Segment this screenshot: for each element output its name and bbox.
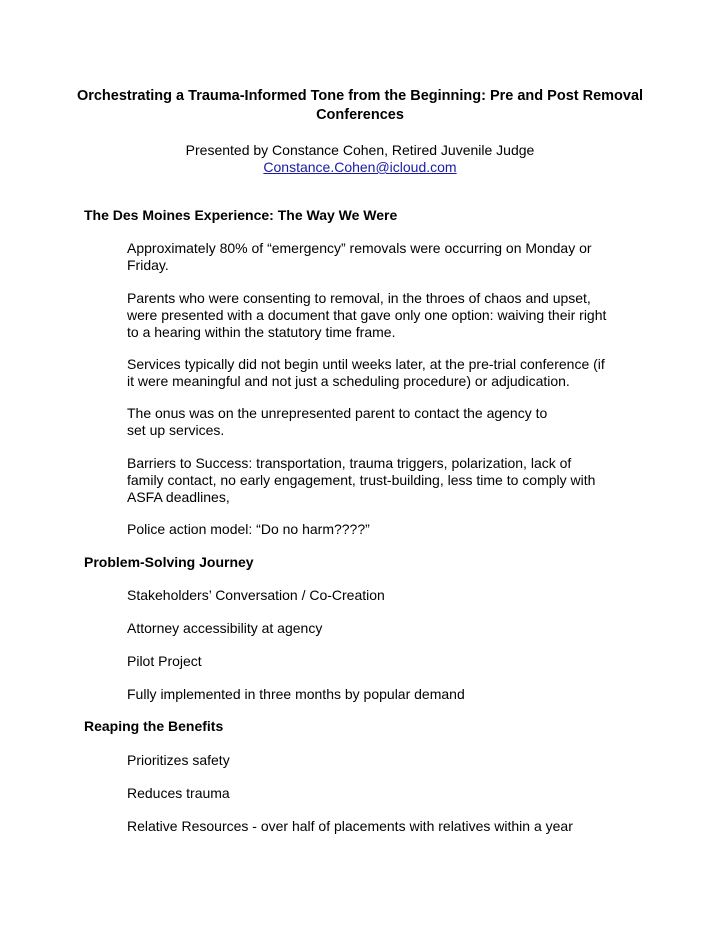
list-item: Barriers to Success: transportation, trauma triggers, polarization, lack of family contact, no early engagement, trust-building, less time to comply with ASFA deadlines, bbox=[127, 455, 596, 505]
list-item: Attorney accessibility at agency bbox=[127, 620, 323, 636]
list-item: Police action model: “Do no harm????” bbox=[127, 521, 370, 537]
presenter-line: Presented by Constance Cohen, Retired Juvenile Judge bbox=[185, 142, 535, 158]
list-item: Prioritizes safety bbox=[127, 752, 230, 768]
list-item: Fully implemented in three months by popular demand bbox=[127, 686, 465, 702]
list-item: The onus was on the unrepresented parent to contact the agency to set up services. bbox=[127, 405, 548, 438]
email-link[interactable]: Constance.Cohen@icloud.com bbox=[263, 159, 457, 175]
list-item: Pilot Project bbox=[127, 653, 202, 669]
list-item: Parents who were consenting to removal, in the throes of chaos and upset, were presented with a document that gave only one option: waiving their right to a hearing within the statutory time frame. bbox=[127, 290, 607, 340]
list-item: Stakeholders’ Conversation / Co-Creation bbox=[127, 587, 385, 603]
document-title: Orchestrating a Trauma-Informed Tone from the Beginning: Pre and Post Removal Conferences bbox=[76, 88, 644, 123]
list-item: Services typically did not begin until weeks later, at the pre-trial conference (if it were meaningful and not just a scheduling procedure) or adjudication. bbox=[127, 356, 605, 389]
section-heading-problem-solving-journey: Problem-Solving Journey bbox=[84, 554, 254, 570]
list-item: Relative Resources - over half of placements with relatives within a year bbox=[127, 818, 573, 834]
list-item: Approximately 80% of “emergency” removals were occurring on Monday or Friday. bbox=[127, 240, 592, 273]
list-item: Reduces trauma bbox=[127, 785, 230, 801]
title-block bbox=[60, 87, 660, 176]
section-heading-des-moines-experience: The Des Moines Experience: The Way We Were bbox=[84, 207, 398, 223]
section-heading-reaping-the-benefits: Reaping the Benefits bbox=[84, 718, 224, 734]
